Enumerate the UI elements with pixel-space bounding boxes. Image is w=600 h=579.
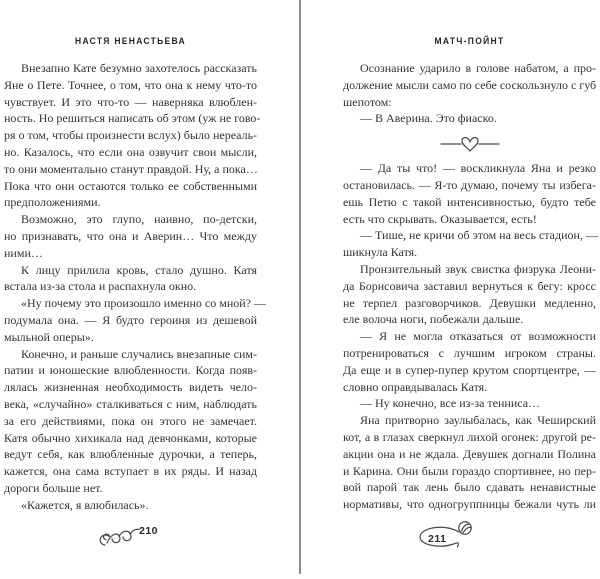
text-line: кажется, она сама вступает в их ряды. И назад	[4, 464, 257, 479]
right-page-number-doodle	[296, 519, 596, 551]
text-line: Пронзительный звук свистка физрука Леони-	[360, 261, 596, 276]
text-line: да Борисовича заставил вернуться к бегу: кросс	[343, 278, 596, 293]
oval-scribble-doodle-icon	[410, 519, 482, 551]
text-line: — Я не могла отказаться от возможности	[360, 329, 596, 344]
text-line: К лицу прилила кровь, стало душно. Катя	[21, 262, 257, 277]
text-line: нормативы, что одногруппницы бежали чуть ли	[343, 497, 596, 512]
right-page-body	[343, 60, 596, 513]
text-line: Катя обычно хихикала над девчонками, которые	[4, 430, 257, 445]
text-line: и Карина. Они были гораздо спортивнее, но пер-	[343, 463, 596, 478]
text-line: — В Аверина. Это фиаско.	[360, 111, 497, 126]
text-line: Конечно, и раньше случались внезапные сим-	[21, 346, 257, 361]
text-line: ешь Петю с такой интенсивностью, будто тебе	[343, 194, 596, 209]
text-line: Пока что они остаются только ее собственными	[4, 178, 257, 193]
text-line: но признавать, что она и Аверин… Что между	[4, 228, 257, 243]
scribble-doodle-icon	[93, 523, 159, 551]
text-line: Да еще и в супер-пупер крутом спортцентре, —	[343, 362, 596, 377]
heart-scene-divider	[343, 127, 596, 160]
text-line: то они моментально станут правдой. Ну, а пока…	[4, 161, 258, 176]
text-line: кот, а в глазах сверкнул лихой огонек: другой ре-	[343, 429, 596, 444]
text-line: Возможно, это глупо, наивно, по-детски,	[21, 212, 257, 227]
text-line: Яна притворно заулыбалась, как Чеширский	[360, 413, 596, 428]
text-line: ря о том, чтобы произнести вслух) было нереаль-	[4, 128, 258, 143]
right-page	[300, 0, 600, 579]
text-line: чувствует. И это что-то — наверняка влюблен-	[4, 94, 257, 109]
text-line: — Да ты что! — воскликнула Яна и резко	[360, 161, 596, 176]
text-line: остановилась. — Я-то думаю, почему ты избега-	[343, 177, 596, 192]
text-line: Осознание ударило в голове набатом, а про-	[360, 61, 596, 75]
right-page-number: 211	[428, 533, 447, 545]
heart-divider-icon	[439, 133, 501, 155]
text-line: словно оправдывалась Катя.	[343, 379, 488, 394]
text-line: подумала она. — Я будто героиня из дешевой	[4, 312, 257, 327]
text-line: мыльной оперы».	[4, 329, 94, 344]
text-line: должение мысли само по себе соскользнуло с губ	[343, 77, 597, 92]
text-line: дороги больше нет.	[4, 480, 103, 495]
left-page-number-doodle	[0, 523, 276, 551]
text-line: ними…	[4, 245, 43, 260]
text-line: еле волоча ноги, побежали дальше.	[343, 312, 524, 327]
text-line: не терпел разговорчиков. Девушки медленно,	[343, 295, 596, 310]
text-line: акции она и не ждала. Девушек догнали Полина	[343, 446, 596, 461]
text-line: лялась жизненная необходимость видеть чело-	[4, 380, 257, 395]
text-line: Внезапно Кате безумно захотелось рассказать	[21, 61, 257, 75]
text-line: — Тише, не кричи об этом на весь стадион, —	[360, 228, 598, 243]
text-line: «Кажется, я влюбилась».	[21, 497, 149, 512]
left-page-body	[4, 60, 266, 514]
text-line: «Ну почему это произошло именно со мной? —	[21, 296, 266, 311]
text-line: патии и юношеские влюбленности. Когда появ-	[4, 363, 257, 378]
left-running-header: НАСТЯ НЕНАСТЬЕВА	[75, 35, 186, 47]
text-line: потренироваться с лучшим игроком страны.	[343, 345, 596, 360]
text-line: предположениями.	[4, 195, 101, 210]
text-line: вой парой так лень было сдавать ненавистные	[343, 480, 596, 495]
text-line: ность. Но решиться написать об этом (уж не гово-	[4, 111, 261, 126]
text-line: есть что скрывать. Оказывается, есть!	[343, 211, 537, 226]
left-page-number: 210	[139, 525, 159, 537]
text-line: но. Казалось, что если она озвучит свои мысли,	[4, 144, 257, 159]
right-running-header: МАТЧ-ПОЙНТ	[434, 35, 505, 47]
text-line: шикнула Катя.	[343, 245, 418, 260]
text-line: Яне о Пете. Точнее, о том, что она к нему что-то	[4, 77, 257, 92]
text-line: — Ну конечно, все из-за тенниса…	[360, 396, 541, 411]
text-line: шепотом:	[343, 94, 392, 109]
text-line: ведут себя, как влюбленные дурочки, а теперь,	[4, 447, 257, 462]
text-line: века, «случайно» сталкиваться с ним, наблюдать	[4, 396, 257, 411]
text-line: за его действиями, пока он этого не замечает.	[4, 413, 257, 428]
text-line: встала из-за стола и распахнула окно.	[4, 279, 197, 294]
